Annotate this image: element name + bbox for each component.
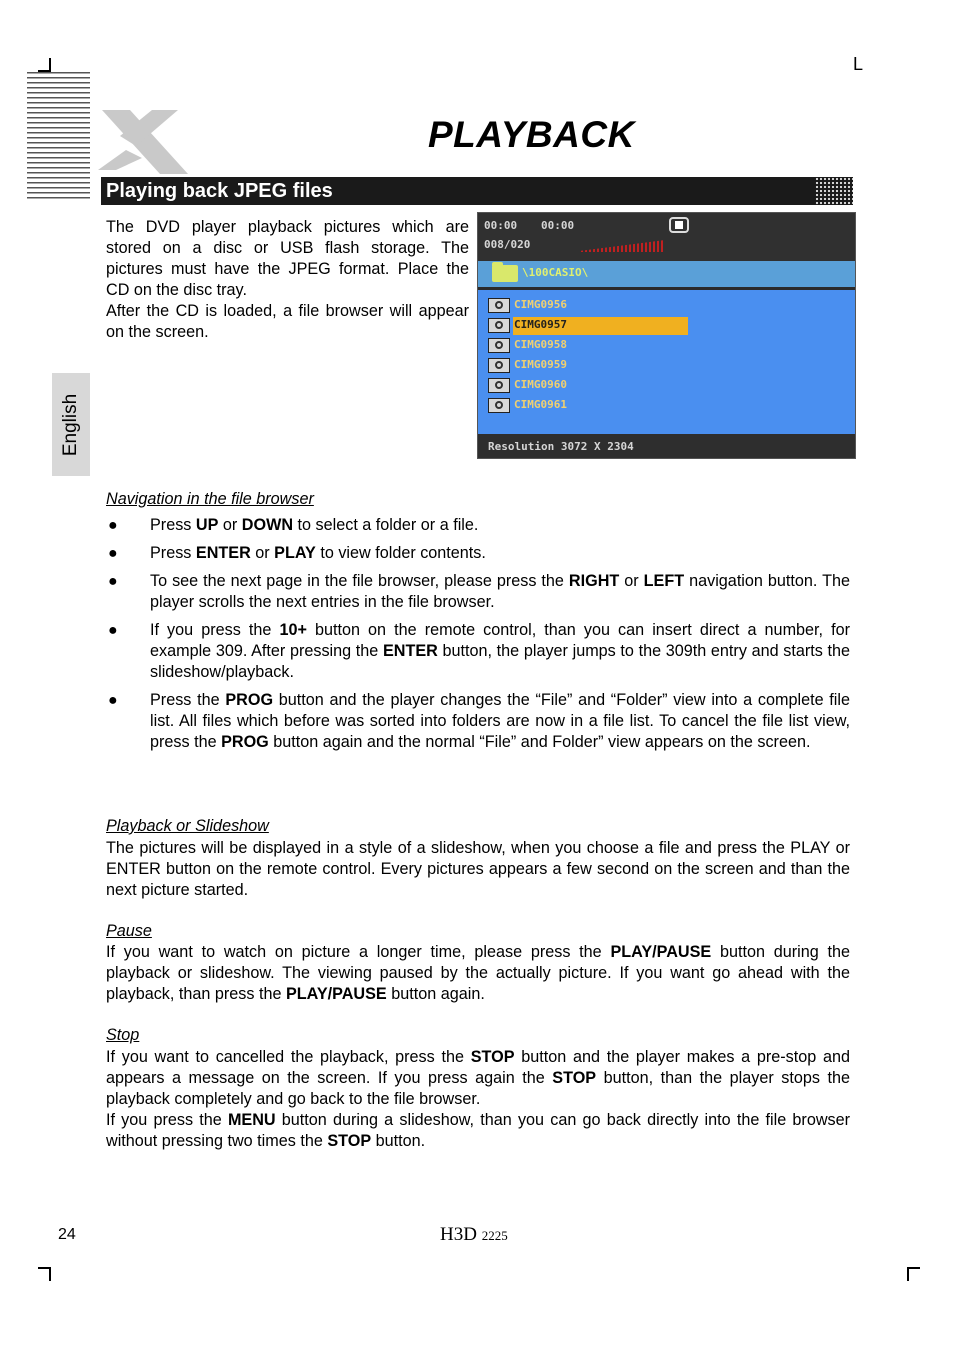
camera-file-icon xyxy=(488,378,510,393)
file-item xyxy=(488,356,788,374)
resolution-text: Resolution 3072 X 2304 xyxy=(488,440,634,453)
intro-text xyxy=(106,217,469,343)
list-item: ● If you press the 10+ button on the remote control, than you can insert direct a number, for example 309. After pressing the ENTER button, the player jumps to the 309th entry and starts the slideshow/playback. xyxy=(108,621,851,681)
language-tab xyxy=(52,373,90,476)
stop-text-2: If you press the MENU button during a slideshow, than you can go back directly into the file browser without pressing two times the STOP button. xyxy=(106,1111,850,1150)
file-name: CIMG0956 xyxy=(514,298,567,311)
file-counter: 008/020 xyxy=(484,238,531,251)
folder-icon xyxy=(492,265,518,282)
time-total: 00:00 xyxy=(541,219,575,232)
volume-meter xyxy=(581,240,665,252)
bullet-dot-icon: ● xyxy=(108,517,118,534)
file-list xyxy=(478,290,855,434)
folder-row xyxy=(478,261,855,287)
list-item: ● To see the next page in the file browser, please press the RIGHT or LEFT navigation button. The player scrolls the next entries in the file browser. xyxy=(108,572,850,611)
intro-paragraph-2: After the CD is loaded, a file browser will appear on the screen. xyxy=(106,302,469,341)
file-browser-screenshot xyxy=(477,212,856,459)
model-name: H3D xyxy=(440,1224,477,1245)
stop-heading: Stop xyxy=(106,1026,140,1044)
navigation-list xyxy=(106,515,850,760)
file-name: CIMG0959 xyxy=(514,358,567,371)
section-title: Playing back JPEG files xyxy=(106,180,333,202)
pause-text: If you want to watch on picture a longer time, please press the PLAY/PAUSE button during the playback or slideshow. The viewing paused by the actually picture. If you want go ahead with the playback, than press the PLAY/PAUSE button again. xyxy=(106,943,851,1003)
slideshow-text: The pictures will be displayed in a style of a slideshow, when you choose a file and press the PLAY or ENTER button on the remote control. Every pictures appears a few second on the screen and than the next picture started. xyxy=(106,839,850,899)
camera-file-icon xyxy=(488,358,510,373)
file-item xyxy=(488,376,788,394)
stop-text-1: If you want to cancelled the playback, press the STOP button and the player makes a pre-stop and appears a message on the screen. If you press again the STOP button, than the player stops the playback completely and go back to the file browser. xyxy=(106,1048,851,1108)
page-title: PLAYBACK xyxy=(428,114,635,155)
file-item xyxy=(488,396,788,414)
list-item: ● Press UP or DOWN to select a folder or a file. xyxy=(108,516,479,534)
language-tab-label: English xyxy=(60,393,81,456)
camera-file-icon xyxy=(488,298,510,313)
bullet-dot-icon: ● xyxy=(108,545,118,562)
file-item xyxy=(488,336,788,354)
stop-icon xyxy=(669,217,689,233)
brand-stripes-logo xyxy=(27,72,90,200)
file-name: CIMG0960 xyxy=(514,378,567,391)
intro-paragraph-1: The DVD player playback pictures which are stored on a disc or USB flash storage. The pictures must have the JPEG format. Place the CD on the disc tray. xyxy=(106,218,469,299)
list-item: ● Press the PROG button and the player changes the “File” and “Folder” view into a complete file list. All files which before was sorted into folders are now in a file list. To cancel the file list view, press the PROG button again and the normal “File” and Folder” view appears on the screen. xyxy=(108,691,850,751)
time-elapsed: 00:00 xyxy=(484,219,518,232)
model-number: 2225 xyxy=(481,1228,508,1243)
camera-file-icon xyxy=(488,338,510,353)
crop-mark-bottom-right-v xyxy=(907,1267,909,1281)
file-name: CIMG0961 xyxy=(514,398,567,411)
bullet-dot-icon: ● xyxy=(108,573,118,590)
file-item-selected xyxy=(488,316,788,334)
file-item xyxy=(488,296,788,314)
file-name: CIMG0957 xyxy=(514,318,567,331)
crop-mark-bottom-left-v xyxy=(49,1267,51,1281)
section-header-dots xyxy=(815,177,853,205)
list-item: ● Press ENTER or PLAY to view folder contents. xyxy=(108,544,486,562)
bullet-dot-icon: ● xyxy=(108,692,118,709)
camera-file-icon xyxy=(488,318,510,333)
bullet-dot-icon: ● xyxy=(108,622,118,639)
file-name: CIMG0958 xyxy=(514,338,567,351)
page-number: 24 xyxy=(58,1226,76,1243)
camera-file-icon xyxy=(488,398,510,413)
pause-heading: Pause xyxy=(106,922,152,940)
slideshow-heading: Playback or Slideshow xyxy=(106,817,269,835)
section-header xyxy=(101,177,853,205)
crop-mark-top-left-v xyxy=(49,58,51,71)
navigation-heading: Navigation in the file browser xyxy=(106,490,314,508)
x-brand-logo-icon xyxy=(96,106,200,178)
screen-status-bar xyxy=(478,213,855,261)
model-label xyxy=(440,1224,508,1246)
folder-name: \100CASIO\ xyxy=(522,266,589,279)
screen-info-bar xyxy=(478,434,855,459)
corner-mark: L xyxy=(853,54,864,74)
